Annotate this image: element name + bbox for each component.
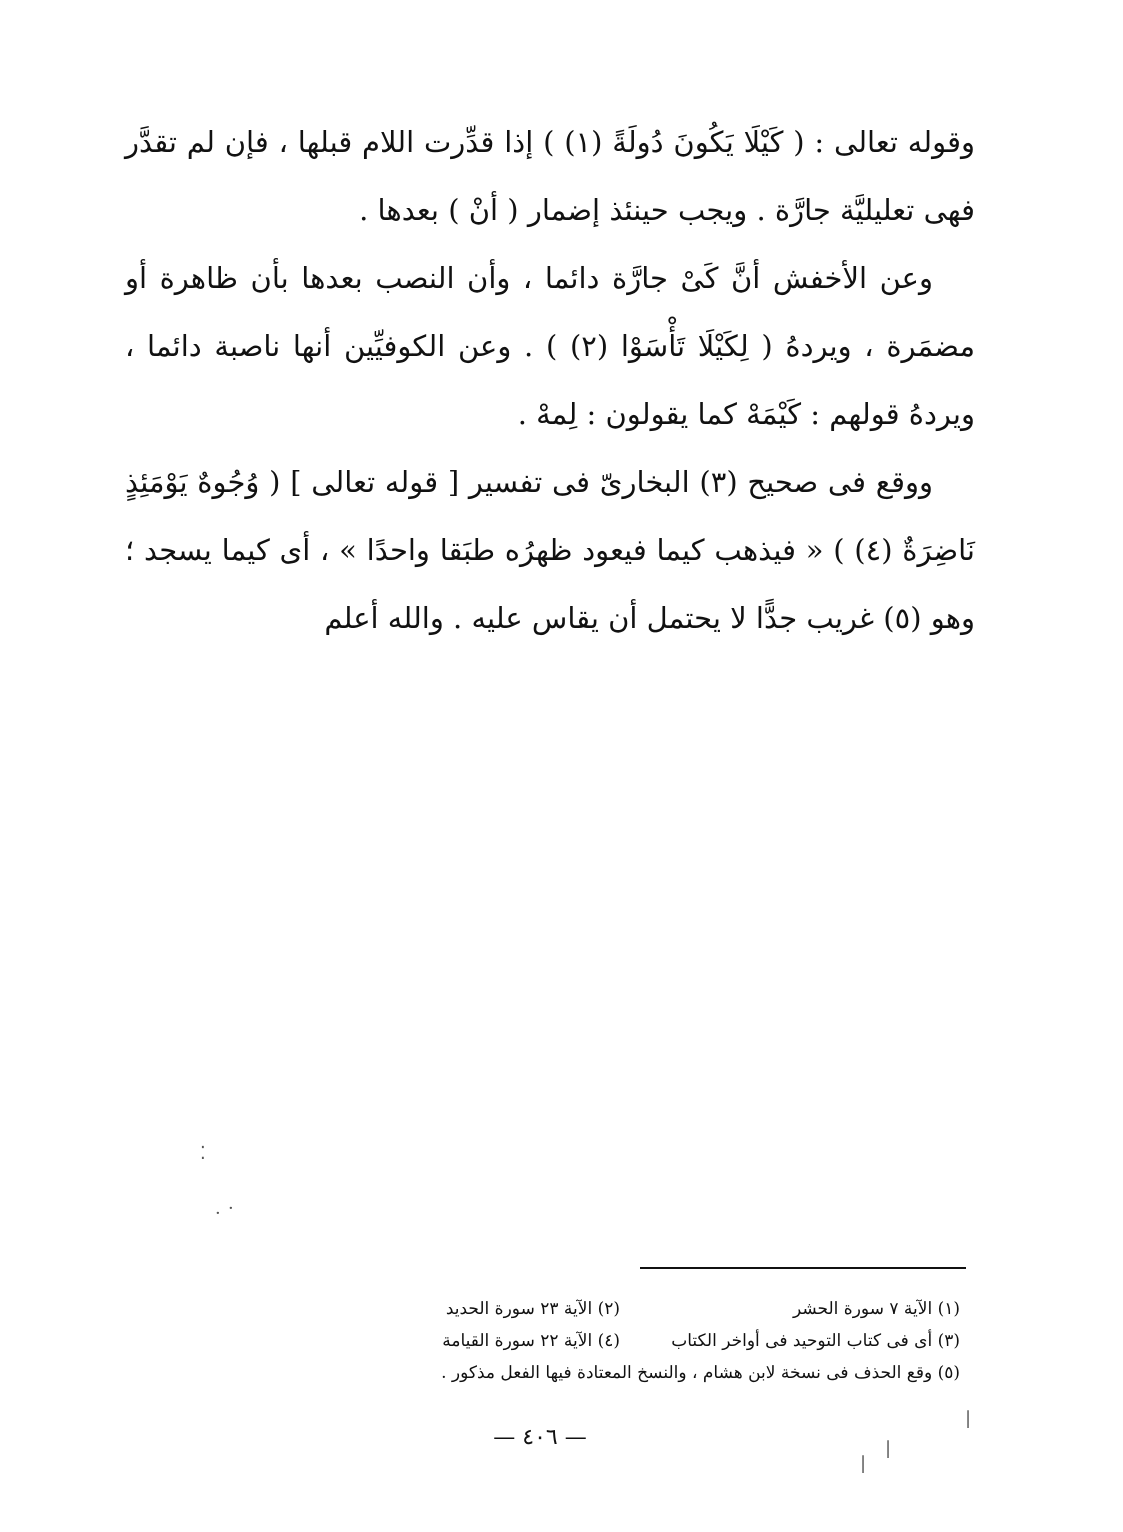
footnotes xyxy=(280,1293,960,1389)
footnote-row-2 xyxy=(280,1325,960,1357)
scan-speck: | xyxy=(965,1408,972,1429)
page-number: — ٤٠٦ — xyxy=(493,1425,587,1450)
footnote-1: (١) الآية ٧ سورة الحشر xyxy=(792,1299,960,1319)
footnote-4: (٤) الآية ٢٢ سورة القيامة xyxy=(442,1331,620,1351)
footnote-5: (٥) وقع الحذف فى نسخة لابن هشام ، والنسخ المعتادة فيها الفعل مذكور . xyxy=(441,1363,960,1383)
paragraph-2: وعن الأخفش أنَّ كَىْ جارَّة دائما ، وأن النصب بعدها بأن ظاهرة أو مضمَرة ، ويردهُ ( لِكَيْلَا تَأْسَوْا (٢) ) . وعن الكوفيِّين أنها ناصبة دائما ، ويردهُ قولهم : كَيْمَهْ كما يقولون : لِمهْ . xyxy=(125,261,975,431)
scan-speck: ⁚ xyxy=(200,1143,206,1164)
scan-speck: · xyxy=(215,1203,221,1224)
footnote-3: (٣) أى فى كتاب التوحيد فى أواخر الكتاب xyxy=(671,1331,960,1351)
scan-speck: · xyxy=(228,1198,234,1219)
footnote-separator xyxy=(640,1267,966,1269)
scan-speck: | xyxy=(860,1453,867,1474)
scan-speck: | xyxy=(885,1438,892,1459)
main-text xyxy=(125,108,975,652)
footnote-2: (٢) الآية ٢٣ سورة الحديد xyxy=(445,1299,620,1319)
paragraph-1: وقوله تعالى : ( كَيْلَا يَكُونَ دُولَةً (١) ) إذا قدِّرت اللام قبلها ، فإن لم تقدَّر فهى تعليليَّة جارَّة . ويجب حينئذ إضمار ( أنْ ) بعدها . xyxy=(125,125,975,227)
footnote-row-1 xyxy=(280,1293,960,1325)
paragraph-3: ووقع فى صحيح (٣) البخارىّ فى تفسير [ قوله تعالى ] ( وُجُوهٌ يَوْمَئِذٍ نَاضِرَةٌ (٤) ) « فيذهب كيما فيعود ظهرُه طبَقا واحدًا » ، أى كيما يسجد ؛ وهو (٥) غريب جدًّا لا يحتمل أن يقاس عليه . والله أعلم xyxy=(125,465,976,635)
